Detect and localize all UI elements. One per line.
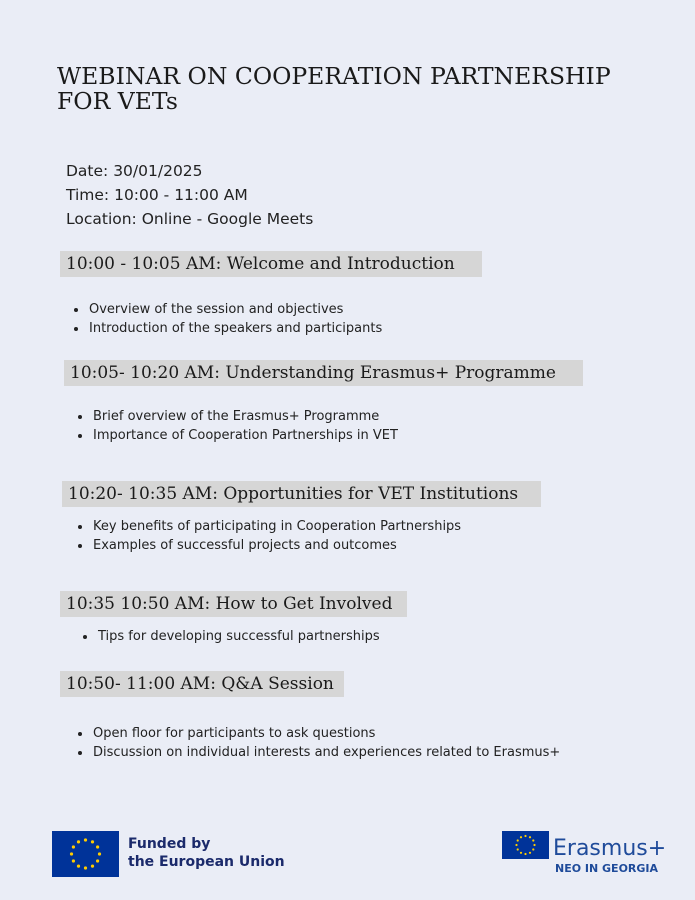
eu-funding-line-1: Funded by	[128, 836, 211, 852]
eu-funding-text	[128, 835, 285, 871]
event-time: Time: 10:00 - 11:00 AM	[66, 186, 248, 204]
eu-stars-icon	[52, 831, 119, 877]
agenda-list-erasmus	[74, 407, 398, 445]
event-details	[66, 159, 313, 231]
list-item: Brief overview of the Erasmus+ Programme	[74, 407, 398, 426]
agenda-list-opportunities	[74, 517, 461, 555]
agenda-heading-welcome: 10:00 - 10:05 AM: Welcome and Introduction	[60, 251, 482, 277]
agenda-heading-qa: 10:50- 11:00 AM: Q&A Session	[60, 671, 344, 697]
erasmus-subtitle: NEO IN GEORGIA	[555, 862, 659, 875]
agenda-heading-opportunities: 10:20- 10:35 AM: Opportunities for VET Institutions	[62, 481, 541, 507]
list-item: Tips for developing successful partnerships	[79, 627, 380, 646]
erasmus-logo-text: Erasmus+	[553, 836, 667, 861]
page-title: WEBINAR ON COOPERATION PARTNERSHIP FOR VETs	[57, 62, 611, 115]
event-location: Location: Online - Google Meets	[66, 210, 314, 228]
agenda-list-qa	[74, 724, 560, 762]
list-item: Overview of the session and objectives	[70, 300, 382, 319]
list-item: Open floor for participants to ask questions	[74, 724, 560, 743]
list-item: Discussion on individual interests and experiences related to Erasmus+	[74, 743, 560, 762]
agenda-list-welcome	[70, 300, 382, 338]
erasmus-flag-icon	[502, 831, 549, 859]
list-item: Key benefits of participating in Cooperation Partnerships	[74, 517, 461, 536]
list-item: Importance of Cooperation Partnerships in VET	[74, 426, 398, 445]
agenda-heading-get-involved: 10:35 10:50 AM: How to Get Involved	[60, 591, 407, 617]
list-item: Examples of successful projects and outcomes	[74, 536, 461, 555]
event-date: Date: 30/01/2025	[66, 162, 203, 180]
eu-funding-line-2: the European Union	[128, 854, 285, 870]
agenda-heading-erasmus: 10:05- 10:20 AM: Understanding Erasmus+ Programme	[64, 360, 583, 386]
eu-flag-icon	[52, 831, 119, 877]
erasmus-stars-icon	[502, 831, 549, 859]
list-item: Introduction of the speakers and participants	[70, 319, 382, 338]
agenda-list-get-involved	[79, 627, 380, 646]
